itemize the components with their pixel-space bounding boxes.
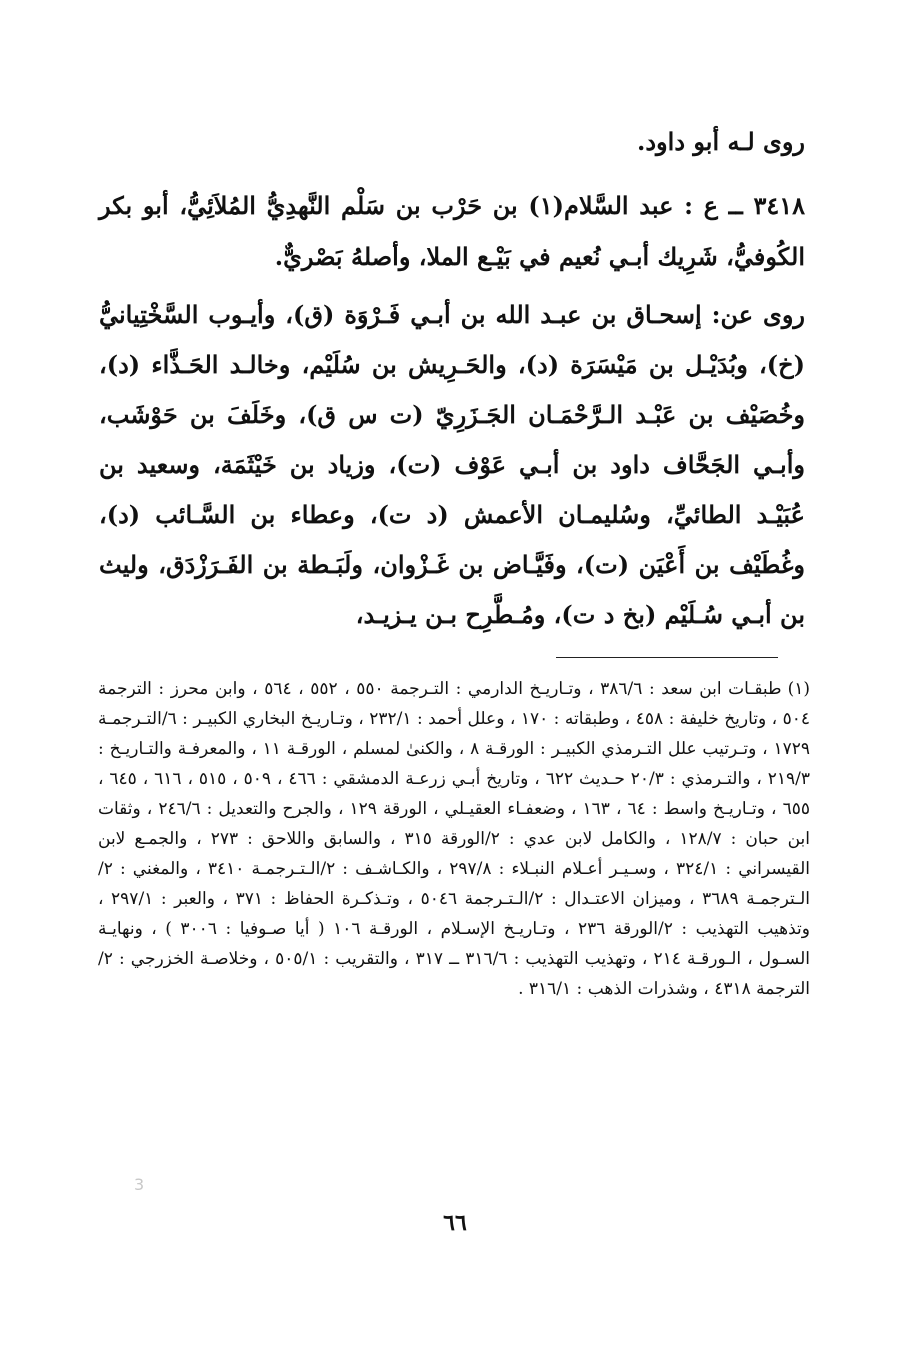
footnote (98, 674, 810, 1004)
narrators-paragraph: روى عن: إسحـاق بن عبـد الله بن أبـي فَـرْوَة (ق)، وأيـوب السَّخْتِيانيُّ (خ)، وبُدَيْـل بن مَيْسَرَة (د)، والحَـرِيش بن سُلَيْم، وخالـد الحَـذَّاء (د)، وخُصَيْف بن عَبْـد الـرَّحْمَـان الجَـزَرِيّ (ت س ق)، وخَلَفَ بن حَوْشَب، وأبـي الجَحَّاف داود بن أبـي عَوْف (ت)، وزياد بن خَيْثَمَة، وسعيد بن عُبَيْـد الطائيِّ، وسُليمـان الأعمش (د ت)، وعطاء بن السَّـائب (د)، وغُطَيْف بن أَعْيَن (ت)، وفَيَّـاض بن غَـزْوان، ولَبَـطة بن الفَـرَزْدَق، وليث بن أبـي سُـلَيْم (بخ د ت)، ومُـطَّرِح بـن يـزيـد، (99, 300, 805, 629)
footnote-marker: (١) (787, 679, 811, 699)
margin-pencil-mark: 3 (134, 1175, 145, 1194)
page-number: ٦٦ (443, 1210, 467, 1236)
footnote-text: طبقـات ابن سعد : ٣٨٦/٦ ، وتـاريـخ الدارمي : التـرجمة ٥٥٠ ، ٥٥٢ ، ٥٦٤ ، وابن محرز : الترجمة ٥٠٤ ، وتاريخ خليفة : ٤٥٨ ، وطبقاته : ١٧٠ ، وعلل أحمد : ٢٣٢/١ ، وتـاريـخ البخاري الكبيـر : ٦/التـرجمـة ١٧٢٩ ، وتـرتيب علل التـرمذي الكبيـر : الورقـة ٨ ، والكنىٰ لمسلم ، الورقـة ١١ ، والمعرفـة والتـاريـخ : ٢١٩/٣ ، والتـرمذي : ٢٠/٣ حـديث ٦٢٢ ، وتاريخ أبـي زرعـة الدمشقي : ٤٦٦ ، ٥٠٩ ، ٥١٥ ، ٦١٦ ، ٦٤٥ ، ٦٥٥ ، وتـاريـخ واسط : ٦٤ ، ١٦٣ ، وضعفـاء العقيـلي ، الورقة ١٢٩ ، والجرح والتعديل : ٢٤٦/٦ ، وثقات ابن حبان : ١٢٨/٧ ، والكامل لابن عدي : ٢/الورقة ٣١٥ ، والسابق واللاحق : ٢٧٣ ، والجمـع لابن القيسراني : ٣٢٤/١ ، وسـيـر أعـلام النبـلاء : ٢٩٧/٨ ، والكـاشـف : ٢/الـتـرجمـة ٣٤١٠ ، والمغني : ٢/الـترجمـة ٣٦٨٩ ، وميزان الاعتـدال : ٢/الـتـرجمة ٥٠٤٦ ، وتـذكـرة الحفاظ : ٣٧١ ، والعبر : ٢٩٧/١ ، وتذهيب التهذيب : ٢/الورقة ٢٣٦ ، وتـاريـخ الإسـلام ، الورقـة ١٠٦ ( أيا صـوفيا : ٣٠٠٦ ) ، ونهايـة السـول ، الـورقـة ٢١٤ ، وتهذيب التهذيب : ٣١٦/٦ ــ ٣١٧ ، والتقريب : ٥٠٥/١ ، وخلاصـة الخزرجي : ٢/الترجمة ٤٣١٨ ، وشذرات الذهب : ٣١٦/١ . (98, 679, 811, 999)
entry-heading-paragraph: ٣٤١٨ ــ ع : عبد السَّلام(١) بن حَرْب بن سَلْم النَّهدِيُّ المُلاَئِيُّ، أبو بكر الكُوفيُّ، شَرِيك أبـي نُعيم في بَيْـع الملا، وأصلهُ بَصْريٌّ. (99, 191, 805, 271)
footnote-separator (556, 657, 778, 658)
intro-line: روى لـه أبو داود. (637, 127, 805, 156)
